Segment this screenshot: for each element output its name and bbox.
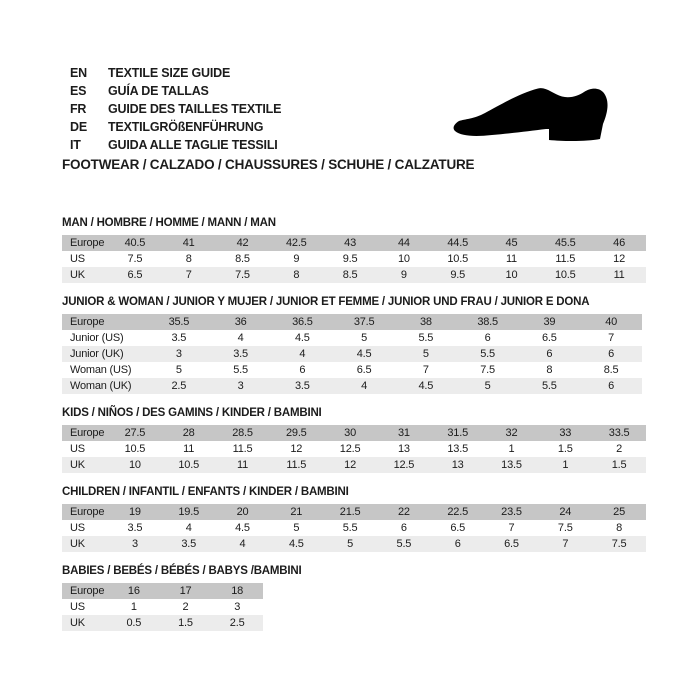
size-cell: 1.5 — [611, 459, 627, 471]
size-cell: 8 — [616, 522, 623, 534]
row-label: Junior (UK) — [70, 348, 124, 360]
size-cell: 11 — [183, 443, 195, 455]
size-cell: 4 — [185, 522, 192, 534]
size-cell: 7 — [422, 364, 429, 376]
size-cell: 7.5 — [557, 522, 573, 534]
row-label: Europe — [70, 506, 105, 518]
size-cell: 3 — [237, 380, 244, 392]
language-label: TEXTILE SIZE GUIDE — [108, 66, 231, 80]
size-cell: 5 — [347, 538, 354, 550]
size-cell: 8 — [546, 364, 553, 376]
size-cell: 45 — [505, 237, 518, 249]
language-label: GUÍA DE TALLAS — [108, 84, 209, 98]
size-cell: 3.5 — [127, 522, 143, 534]
size-cell: 11.5 — [232, 443, 253, 455]
size-cell: 35.5 — [168, 316, 190, 328]
size-section-title: KIDS / NIÑOS / DES GAMINS / KINDER / BAMBINI — [62, 407, 322, 419]
row-label: US — [70, 443, 85, 455]
row-label: US — [70, 601, 85, 613]
size-cell: 6.5 — [356, 364, 372, 376]
size-cell: 1.5 — [557, 443, 573, 455]
size-section — [62, 565, 652, 631]
row-label: Europe — [70, 427, 105, 439]
size-cell: 22.5 — [447, 506, 468, 518]
size-cell: 33 — [559, 427, 572, 439]
size-cell: 5 — [293, 522, 300, 534]
row-label: Junior (US) — [70, 332, 124, 344]
size-section-title: CHILDREN / INFANTIL / ENFANTS / KINDER / BAMBINI — [62, 486, 349, 498]
size-cell: 5 — [175, 364, 182, 376]
size-cell: 36.5 — [292, 316, 313, 328]
size-cell: 9 — [293, 253, 300, 265]
size-cell: 22 — [397, 506, 410, 518]
size-cell: 40.5 — [124, 237, 146, 249]
size-cell: 20 — [236, 506, 249, 518]
size-cell: 32 — [505, 427, 518, 439]
size-cell: 27.5 — [124, 427, 146, 439]
size-cell: 7 — [185, 269, 192, 281]
size-cell: 24 — [559, 506, 572, 518]
row-label: UK — [70, 459, 85, 471]
size-cell: 5.5 — [480, 348, 495, 360]
size-cell: 2.5 — [171, 380, 187, 392]
size-cell: 13.5 — [501, 459, 522, 471]
size-section — [62, 486, 652, 552]
size-cell: 5 — [361, 332, 368, 344]
table-row — [62, 346, 642, 362]
language-list — [62, 64, 652, 154]
category-heading: FOOTWEAR / CALZADO / CHAUSSURES / SCHUHE / CALZATURE — [62, 157, 475, 172]
language-row — [62, 82, 652, 100]
size-cell: 4.5 — [418, 380, 434, 392]
size-cell: 11.5 — [555, 253, 576, 265]
size-cell: 10.5 — [447, 253, 468, 265]
size-cell: 9.5 — [342, 253, 358, 265]
language-row — [62, 100, 652, 118]
size-cell: 6 — [608, 348, 615, 360]
size-cell: 3.5 — [295, 380, 310, 392]
size-cell: 17 — [179, 585, 192, 597]
size-cell: 3.5 — [233, 348, 248, 360]
size-section — [62, 296, 652, 394]
row-label: US — [70, 253, 85, 265]
size-cell: 7 — [562, 538, 569, 550]
size-cell: 5.5 — [542, 380, 557, 392]
size-cell: 5.5 — [396, 538, 412, 550]
size-table — [62, 314, 642, 394]
table-row — [62, 362, 642, 378]
language-code: EN — [70, 66, 87, 80]
table-row — [62, 457, 646, 473]
size-cell: 4.5 — [295, 332, 310, 344]
size-cell: 6 — [400, 522, 407, 534]
size-cell: 45.5 — [554, 237, 576, 249]
size-cell: 21 — [290, 506, 303, 518]
row-label: UK — [70, 538, 85, 550]
size-cell: 44.5 — [447, 237, 468, 249]
table-row — [62, 330, 642, 346]
size-table — [62, 425, 646, 473]
size-cell: 46 — [613, 237, 625, 249]
size-cell: 8 — [185, 253, 192, 265]
size-cell: 18 — [231, 585, 244, 597]
size-cell: 3 — [131, 538, 138, 550]
size-cell: 12 — [290, 443, 303, 455]
size-cell: 36 — [234, 316, 247, 328]
size-cell: 41 — [182, 237, 195, 249]
size-cell: 31 — [397, 427, 410, 439]
size-cell: 4 — [299, 348, 306, 360]
size-cell: 28.5 — [232, 427, 253, 439]
language-code: DE — [70, 120, 87, 134]
size-cell: 13 — [397, 443, 410, 455]
language-code: ES — [70, 84, 87, 98]
language-code: IT — [70, 138, 81, 152]
size-cell: 42 — [236, 237, 249, 249]
size-cell: 28 — [182, 427, 195, 439]
size-cell: 9.5 — [450, 269, 466, 281]
size-cell: 6.5 — [127, 269, 143, 281]
size-cell: 12 — [613, 253, 625, 265]
size-table — [62, 583, 263, 631]
language-row — [62, 136, 652, 154]
table-row — [62, 378, 642, 394]
size-cell: 7 — [508, 522, 515, 534]
table-row — [62, 441, 646, 457]
size-cell: 31.5 — [447, 427, 468, 439]
size-cell: 12 — [344, 459, 356, 471]
size-cell: 43 — [344, 237, 356, 249]
size-cell: 16 — [127, 585, 140, 597]
size-cell: 10.5 — [178, 459, 199, 471]
table-row — [62, 251, 646, 267]
row-label: UK — [70, 617, 85, 629]
size-cell: 6 — [608, 380, 615, 392]
size-cell: 6 — [546, 348, 553, 360]
size-cell: 12.5 — [339, 443, 361, 455]
size-cell: 19 — [128, 506, 141, 518]
size-cell: 6.5 — [504, 538, 519, 550]
size-section-title: JUNIOR & WOMAN / JUNIOR Y MUJER / JUNIOR ET FEMME / JUNIOR UND FRAU / JUNIOR E DONA — [62, 296, 590, 308]
size-cell: 1 — [562, 459, 569, 471]
content-column — [62, 64, 652, 631]
size-cell: 21.5 — [339, 506, 361, 518]
size-cell: 5 — [422, 348, 429, 360]
size-section — [62, 217, 652, 283]
size-cell: 7.5 — [127, 253, 143, 265]
size-cell: 30 — [344, 427, 356, 439]
size-cell: 4 — [239, 538, 246, 550]
size-table — [62, 235, 646, 283]
size-cell: 11.5 — [286, 459, 307, 471]
size-cell: 4.5 — [356, 348, 372, 360]
size-cell: 4 — [361, 380, 368, 392]
size-cell: 39 — [543, 316, 556, 328]
table-row — [62, 235, 646, 251]
size-cell: 2 — [182, 601, 189, 613]
size-cell: 42.5 — [285, 237, 307, 249]
size-cell: 7.5 — [235, 269, 250, 281]
row-label: Woman (UK) — [70, 380, 132, 392]
table-row — [62, 615, 263, 631]
size-cell: 2.5 — [229, 617, 245, 629]
size-cell: 1 — [508, 443, 515, 455]
row-label: Europe — [70, 316, 105, 328]
row-label: Europe — [70, 585, 105, 597]
size-cell: 3 — [234, 601, 241, 613]
size-cell: 5.5 — [418, 332, 434, 344]
size-cell: 6 — [484, 332, 491, 344]
row-label: UK — [70, 269, 85, 281]
size-cell: 2 — [616, 443, 623, 455]
size-cell: 10 — [505, 269, 518, 281]
size-cell: 5 — [484, 380, 491, 392]
size-cell: 38 — [419, 316, 432, 328]
size-cell: 4.5 — [235, 522, 250, 534]
size-cell: 6.5 — [542, 332, 557, 344]
size-cell: 10 — [397, 253, 410, 265]
size-cell: 7.5 — [480, 364, 495, 376]
size-cell: 10 — [128, 459, 141, 471]
table-row — [62, 536, 646, 552]
size-cell: 9 — [400, 269, 407, 281]
size-section-title: BABIES / BEBÉS / BÉBÉS / BABYS /BAMBINI — [62, 565, 302, 577]
size-sections — [62, 217, 652, 631]
size-cell: 38.5 — [477, 316, 498, 328]
table-row — [62, 425, 646, 441]
size-cell: 8.5 — [235, 253, 250, 265]
size-cell: 5.5 — [342, 522, 358, 534]
size-cell: 11 — [505, 253, 517, 265]
size-cell: 44 — [397, 237, 410, 249]
size-cell: 19.5 — [178, 506, 199, 518]
size-cell: 13 — [451, 459, 464, 471]
size-cell: 40 — [605, 316, 618, 328]
size-cell: 3.5 — [171, 332, 187, 344]
size-section — [62, 407, 652, 473]
size-cell: 13.5 — [447, 443, 468, 455]
table-row — [62, 599, 263, 615]
size-cell: 12.5 — [393, 459, 415, 471]
language-label: TEXTILGRÖßENFÜHRUNG — [108, 120, 264, 134]
size-cell: 7.5 — [611, 538, 627, 550]
size-cell: 5.5 — [233, 364, 248, 376]
language-row — [62, 118, 652, 136]
size-cell: 8 — [293, 269, 300, 281]
table-row — [62, 267, 646, 283]
language-row — [62, 64, 652, 82]
language-label: GUIDA ALLE TAGLIE TESSILI — [108, 138, 278, 152]
size-cell: 23.5 — [501, 506, 522, 518]
size-cell: 29.5 — [285, 427, 307, 439]
size-cell: 3.5 — [181, 538, 197, 550]
size-cell: 6.5 — [450, 522, 466, 534]
size-cell: 7 — [608, 332, 615, 344]
size-cell: 1 — [130, 601, 137, 613]
size-cell: 6 — [454, 538, 461, 550]
size-cell: 4.5 — [288, 538, 304, 550]
row-label: Europe — [70, 237, 105, 249]
size-cell: 37.5 — [353, 316, 375, 328]
size-cell: 1.5 — [178, 617, 193, 629]
size-cell: 10.5 — [554, 269, 576, 281]
table-row — [62, 583, 263, 599]
size-cell: 8.5 — [603, 364, 619, 376]
size-cell: 8.5 — [342, 269, 358, 281]
language-code: FR — [70, 102, 87, 116]
size-cell: 3 — [175, 348, 182, 360]
size-cell: 25 — [613, 506, 625, 518]
language-label: GUIDE DES TAILLES TEXTILE — [108, 102, 282, 116]
table-row — [62, 314, 642, 330]
table-row — [62, 504, 646, 520]
row-label: US — [70, 522, 85, 534]
size-section-title: MAN / HOMBRE / HOMME / MANN / MAN — [62, 217, 276, 229]
size-cell: 4 — [237, 332, 244, 344]
size-cell: 11 — [236, 459, 248, 471]
size-table — [62, 504, 646, 552]
size-cell: 33.5 — [608, 427, 630, 439]
table-row — [62, 520, 646, 536]
size-cell: 11 — [613, 269, 625, 281]
size-cell: 10.5 — [124, 443, 146, 455]
size-cell: 6 — [299, 364, 306, 376]
size-cell: 0.5 — [126, 617, 142, 629]
row-label: Woman (US) — [70, 364, 132, 376]
